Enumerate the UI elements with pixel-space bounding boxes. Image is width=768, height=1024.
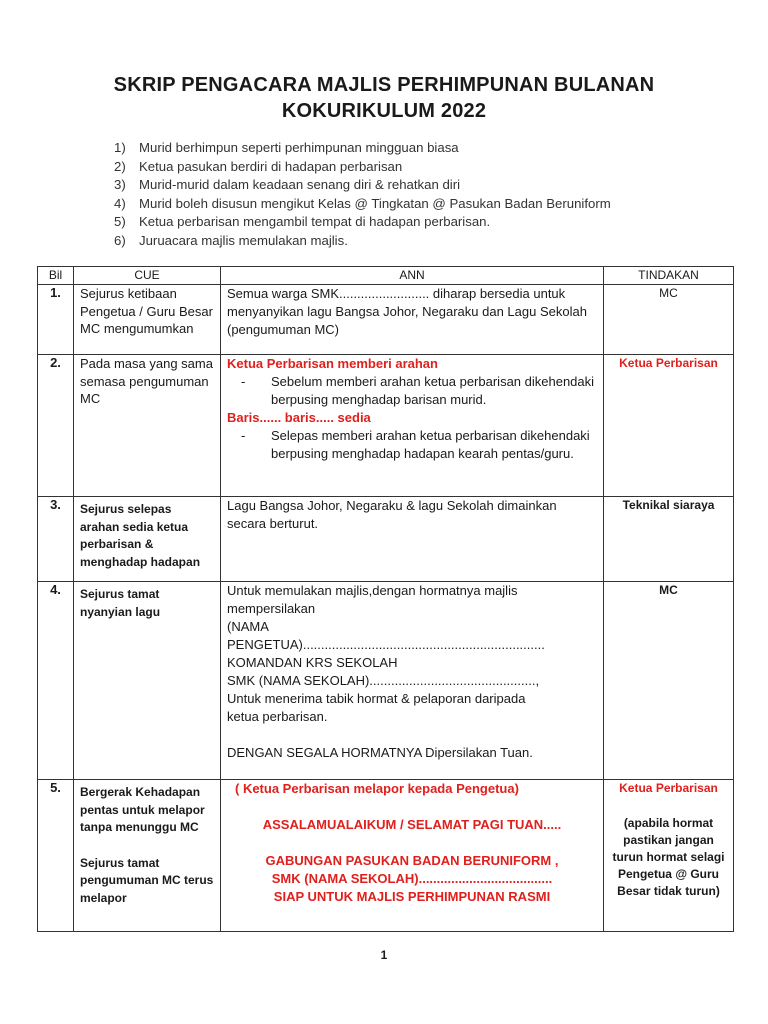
- intro-instructions-list: [114, 139, 611, 250]
- cue-cell: Pada masa yang sama semasa pengumuman MC: [74, 355, 221, 497]
- row-number: 5.: [38, 780, 74, 932]
- intro-item-text: Juruacara majlis memulakan majlis.: [139, 232, 348, 248]
- ann-heading: ( Ketua Perbarisan melapor kepada Pengetua): [235, 781, 519, 796]
- intro-item: [114, 213, 611, 232]
- cue-cell: Sejurus ketibaan Pengetua / Guru Besar MC mengumumkan: [74, 285, 221, 355]
- column-header-ann: ANN: [221, 267, 604, 285]
- cue-text: Bergerak Kehadapan pentas untuk melapor tanpa menunggu MC: [80, 785, 205, 834]
- intro-item-text: Murid berhimpun seperti perhimpunan mingguan biasa: [139, 140, 459, 155]
- table-row: [38, 497, 734, 582]
- bullet-dash: -: [241, 374, 246, 389]
- cue-cell: Sejurus selepas arahan sedia ketua perbarisan & menghadap hadapan: [74, 497, 221, 582]
- ann-bullet-text: Selepas memberi arahan ketua perbarisan dikehendaki berpusing menghadap hadapan kearah pentas/guru.: [271, 428, 590, 461]
- script-table: [37, 266, 734, 932]
- tindakan-cell: Teknikal siaraya: [604, 497, 734, 582]
- ann-report-line: GABUNGAN PASUKAN BADAN BERUNIFORM ,: [265, 853, 559, 868]
- intro-item: [114, 232, 611, 251]
- spacer: [227, 834, 597, 852]
- ann-bullet-text: Sebelum memberi arahan ketua perbarisan dikehendaki berpusing menghadap barisan murid.: [271, 374, 595, 407]
- intro-item: [114, 139, 611, 158]
- tindakan-cell: MC: [604, 285, 734, 355]
- ann-line: (NAMA: [227, 619, 269, 634]
- table-row: [38, 285, 734, 355]
- ann-line: SMK (NAMA SEKOLAH)..............................................,: [227, 673, 540, 688]
- ann-bullet: [227, 373, 597, 409]
- tindakan-cell: Ketua Perbarisan: [604, 355, 734, 497]
- ann-report-line: SMK (NAMA SEKOLAH).....................................: [271, 871, 553, 886]
- ann-line: PENGETUA)...................................................................: [227, 637, 545, 652]
- spacer: [227, 798, 597, 816]
- tindakan-cell: [604, 780, 734, 932]
- ann-cell: [221, 582, 604, 780]
- intro-item-number: 4): [114, 195, 126, 211]
- intro-item-text: Ketua pasukan berdiri di hadapan perbarisan: [139, 158, 403, 174]
- intro-item-number: 3): [114, 177, 126, 192]
- ann-report-line: SIAP UNTUK MAJLIS PERHIMPUNAN RASMI: [273, 889, 551, 904]
- bullet-dash: -: [241, 428, 246, 443]
- tindakan-role: Ketua Perbarisan: [619, 781, 718, 795]
- ann-line: mempersilakan: [227, 601, 316, 616]
- table-header-row: [38, 267, 734, 285]
- page-number: 1: [380, 948, 388, 962]
- ann-cell: Semua warga SMK......................... diharap bersedia untuk menyanyikan lagu Bangsa Johor, Negaraku dan Lagu Sekolah (pengumuman MC): [221, 285, 604, 355]
- intro-item-text: Murid-murid dalam keadaan senang diri & rehatkan diri: [139, 177, 461, 192]
- ann-heading: Ketua Perbarisan memberi arahan: [227, 356, 438, 371]
- column-header-tindakan: TINDAKAN: [604, 267, 734, 285]
- ann-salute: ASSALAMUALAIKUM / SELAMAT PAGI TUAN.....: [262, 817, 562, 832]
- intro-item-number: 5): [114, 214, 126, 229]
- row-number: 3.: [38, 497, 74, 582]
- spacer: [227, 726, 597, 744]
- ann-cell: Lagu Bangsa Johor, Negaraku & lagu Sekolah dimainkan secara berturut.: [221, 497, 604, 582]
- cue-cell: Sejurus tamat nyanyian lagu: [74, 582, 221, 780]
- row-number: 2.: [38, 355, 74, 497]
- intro-item-number: 6): [114, 232, 126, 248]
- tindakan-cell: MC: [604, 582, 734, 780]
- ann-line: Untuk memulakan majlis,dengan hormatnya majlis: [227, 583, 518, 598]
- ann-bullet: [227, 427, 597, 463]
- spacer: [610, 797, 727, 815]
- ann-command: Baris...... baris..... sedia: [227, 410, 371, 425]
- table-row: [38, 780, 734, 932]
- row-number: 4.: [38, 582, 74, 780]
- tindakan-note: (apabila hormat pastikan jangan turun hormat selagi Pengetua @ Guru Besar tidak turun): [612, 816, 725, 898]
- document-title-line-2: KOKURIKULUM 2022: [281, 100, 487, 122]
- ann-line: KOMANDAN KRS SEKOLAH: [227, 655, 398, 670]
- ann-line: ketua perbarisan.: [227, 709, 328, 724]
- intro-item-text: Ketua perbarisan mengambil tempat di hadapan perbarisan.: [139, 214, 491, 229]
- table-row: [38, 355, 734, 497]
- table-row: [38, 582, 734, 780]
- row-number: 1.: [38, 285, 74, 355]
- column-header-bil: Bil: [38, 267, 74, 285]
- spacer: [80, 837, 214, 855]
- ann-cell: [221, 355, 604, 497]
- document-title-line-1: SKRIP PENGACARA MAJLIS PERHIMPUNAN BULANAN: [113, 74, 655, 96]
- cue-cell: [74, 780, 221, 932]
- column-header-cue: CUE: [74, 267, 221, 285]
- ann-cell: [221, 780, 604, 932]
- intro-item: [114, 195, 611, 214]
- cue-text: Sejurus tamat pengumuman MC terus melapor: [80, 855, 214, 905]
- intro-item-text: Murid boleh disusun mengikut Kelas @ Tingkatan @ Pasukan Badan Beruniform: [139, 195, 611, 211]
- intro-item: [114, 158, 611, 177]
- intro-item-number: 1): [114, 140, 126, 155]
- intro-item-number: 2): [114, 158, 126, 174]
- intro-item: [114, 176, 611, 195]
- ann-closing: DENGAN SEGALA HORMATNYA Dipersilakan Tuan.: [227, 745, 533, 760]
- ann-line: Untuk menerima tabik hormat & pelaporan daripada: [227, 691, 526, 706]
